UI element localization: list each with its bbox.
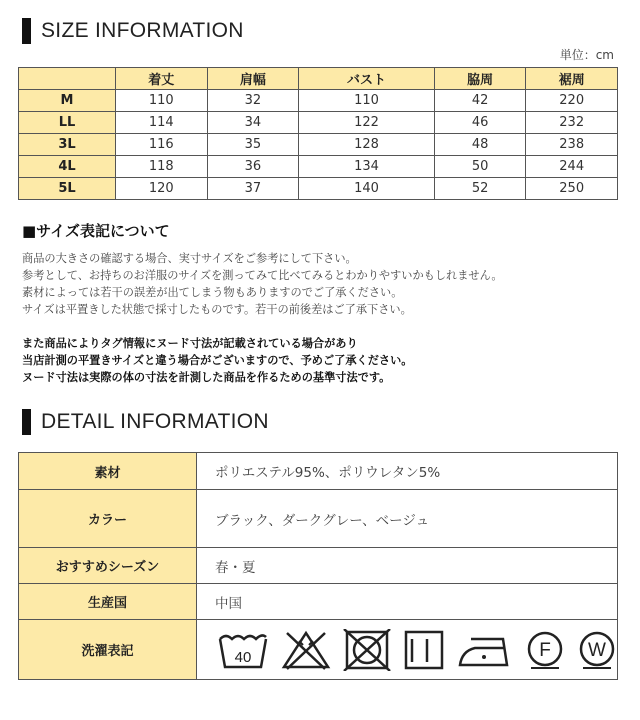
table-cell: 50	[434, 156, 526, 178]
table-cell: 238	[526, 134, 618, 156]
table-cell: 48	[434, 134, 526, 156]
wet-clean-w-icon	[577, 629, 617, 671]
care-icons-cell	[197, 620, 618, 680]
table-row	[19, 620, 618, 680]
detail-label: カラー	[19, 490, 197, 548]
no-bleach-icon	[281, 629, 331, 671]
size-label: 5L	[19, 178, 116, 200]
table-row	[19, 134, 618, 156]
column-header: 肩幅	[207, 68, 299, 90]
note-line: 商品の大きさの確認する場合、実寸サイズをご参考にして下さい。	[22, 252, 357, 265]
table-cell: 110	[299, 90, 435, 112]
detail-section-title: DETAIL INFORMATION	[41, 410, 269, 433]
table-row	[19, 178, 618, 200]
table-cell: 232	[526, 112, 618, 134]
table-row	[19, 90, 618, 112]
size-notes-bold	[22, 335, 412, 386]
table-cell: 46	[434, 112, 526, 134]
table-row	[19, 453, 618, 490]
detail-label: 洗濯表記	[19, 620, 197, 680]
detail-section-header	[22, 409, 269, 435]
note-line: サイズは平置きした状態で採寸したものです。若干の前後差はご了承下さい。	[22, 303, 412, 316]
table-cell: 118	[116, 156, 208, 178]
no-tumble-dry-icon	[343, 629, 391, 671]
table-row	[19, 548, 618, 584]
unit-label: 単位：cm	[559, 48, 614, 62]
table-cell: 42	[434, 90, 526, 112]
table-cell: 134	[299, 156, 435, 178]
section-bar	[22, 409, 31, 435]
size-notes-heading: ■サイズ表記について	[22, 222, 170, 240]
wash-40-icon	[217, 629, 269, 671]
table-cell: 250	[526, 178, 618, 200]
size-table-header-row	[19, 68, 618, 90]
table-cell: 37	[207, 178, 299, 200]
note-line: 参考として、お持ちのお洋服のサイズを測ってみて比べてみるとわかりやすいかもしれません。	[22, 269, 503, 282]
note-line-bold: ヌード寸法は実際の体の寸法を計測した商品を作るための基準寸法です。	[22, 371, 391, 384]
column-header: 裾周	[526, 68, 618, 90]
detail-label: 生産国	[19, 584, 197, 620]
wash-temp-label: 40	[234, 648, 252, 666]
section-bar	[22, 18, 31, 44]
detail-label: おすすめシーズン	[19, 548, 197, 584]
table-cell: 114	[116, 112, 208, 134]
note-line: 素材によっては若干の誤差が出てしまう物もありますのでご了承ください。	[22, 286, 403, 299]
size-notes	[22, 250, 503, 318]
size-label: 4L	[19, 156, 116, 178]
size-table-corner	[19, 68, 116, 90]
table-cell: 244	[526, 156, 618, 178]
table-cell: 34	[207, 112, 299, 134]
size-table	[18, 67, 618, 200]
detail-value: 中国	[197, 584, 618, 620]
line-dry-icon	[403, 629, 445, 671]
detail-value: ブラック、ダークグレー、ベージュ	[197, 490, 618, 548]
table-cell: 122	[299, 112, 435, 134]
iron-low-icon	[457, 629, 513, 671]
size-section-header	[22, 18, 244, 44]
table-row	[19, 112, 618, 134]
table-row	[19, 490, 618, 548]
size-label: LL	[19, 112, 116, 134]
detail-value: 春・夏	[197, 548, 618, 584]
table-row	[19, 584, 618, 620]
table-row	[19, 156, 618, 178]
size-section-title: SIZE INFORMATION	[41, 19, 244, 42]
table-cell: 128	[299, 134, 435, 156]
table-cell: 116	[116, 134, 208, 156]
table-cell: 35	[207, 134, 299, 156]
table-cell: 220	[526, 90, 618, 112]
table-cell: 36	[207, 156, 299, 178]
table-cell: 140	[299, 178, 435, 200]
wet-clean-letter: W	[588, 639, 606, 661]
table-cell: 110	[116, 90, 208, 112]
size-label: 3L	[19, 134, 116, 156]
size-label: M	[19, 90, 116, 112]
dry-clean-letter: F	[539, 639, 551, 661]
dry-clean-f-icon	[525, 629, 565, 671]
table-cell: 32	[207, 90, 299, 112]
column-header: 脇周	[434, 68, 526, 90]
note-line-bold: 当店計測の平置きサイズと違う場合がございますので、予めご了承ください。	[22, 354, 413, 367]
detail-label: 素材	[19, 453, 197, 490]
note-line-bold: また商品によりタグ情報にヌード寸法が記載されている場合があり	[22, 337, 358, 350]
detail-value: ポリエステル95%、ポリウレタン5%	[197, 453, 618, 490]
detail-table	[18, 452, 618, 680]
column-header: バスト	[299, 68, 435, 90]
table-cell: 52	[434, 178, 526, 200]
table-cell: 120	[116, 178, 208, 200]
column-header: 着丈	[116, 68, 208, 90]
